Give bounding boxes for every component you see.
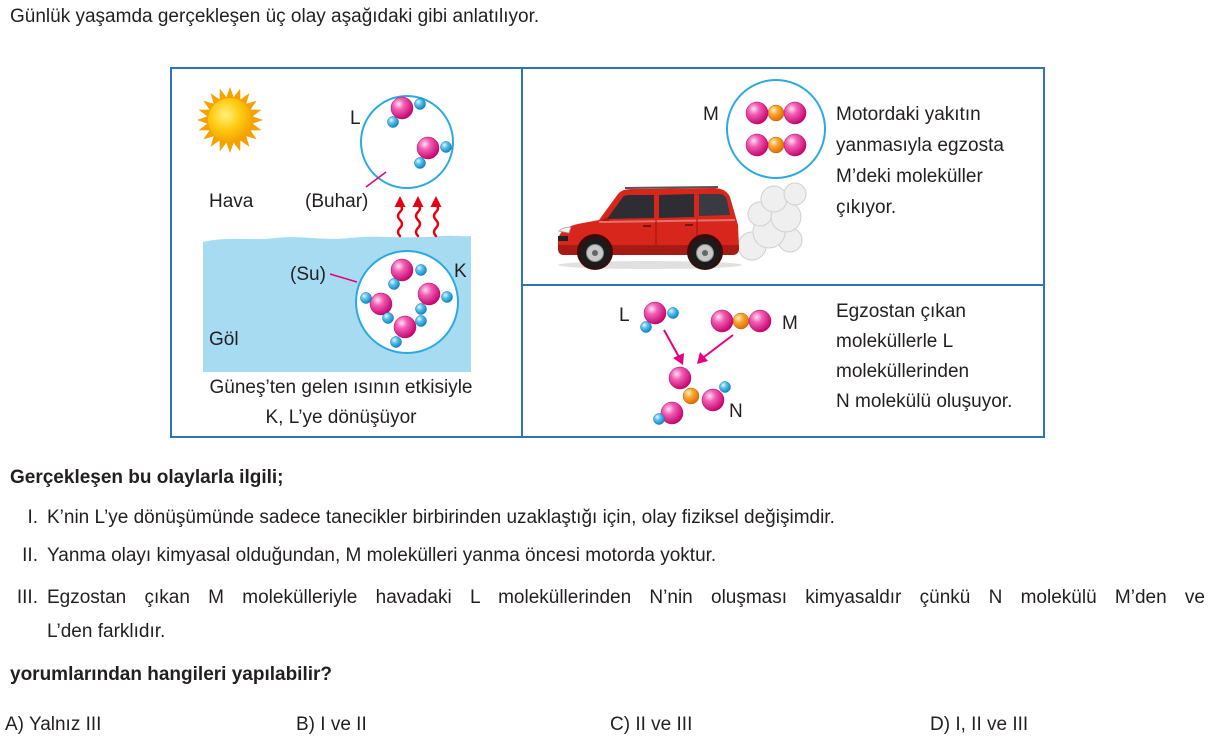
small-atom — [654, 414, 665, 425]
statement-text: K’nin L’ye dönüşümünde sadece tanecikler birbirinden uzaklaştığı için, olay fiziksel değişimdir. — [47, 507, 835, 528]
car-roof-rail — [625, 187, 718, 188]
option-letter: B) — [296, 714, 315, 735]
large-atom — [749, 310, 771, 332]
large-atom — [644, 302, 666, 324]
description-line: Egzostan çıkan — [836, 301, 966, 322]
car-window-middle — [659, 194, 694, 218]
small-atom — [389, 279, 400, 290]
label-N: N — [729, 401, 743, 422]
heat-arrow-head — [431, 196, 442, 207]
label-air: Hava — [209, 191, 254, 212]
small-atom — [415, 99, 426, 110]
sun-core — [208, 98, 252, 142]
label-L: L — [619, 305, 630, 326]
zoom-circle-exhaust — [727, 80, 825, 178]
heat-arrow — [416, 205, 420, 236]
molecule-L — [641, 302, 679, 333]
large-atom — [417, 137, 439, 159]
option-text: II ve III — [635, 714, 693, 735]
heat-arrow-head — [413, 196, 424, 207]
molecule-M — [746, 134, 806, 156]
statement-text: Yanma olayı kimyasal olduğundan, M molekülleri yanma öncesi motorda yoktur. — [47, 545, 717, 566]
caption-line: K, L’ye dönüşüyor — [265, 407, 417, 428]
car-grille — [558, 236, 568, 241]
center-atom — [768, 137, 784, 153]
description-line: N molekülü oluşuyor. — [836, 391, 1013, 412]
description-line: moleküllerinden — [836, 361, 970, 382]
car-headlight — [559, 227, 571, 233]
molecule-N — [654, 367, 731, 425]
molecule-M — [711, 310, 771, 332]
option-a[interactable] — [5, 714, 101, 736]
large-atom — [702, 389, 724, 411]
car-hub — [592, 250, 598, 256]
reaction-arrow — [704, 335, 733, 357]
exhaust-smoke — [738, 183, 806, 260]
heat-arrows — [395, 196, 442, 236]
statement-text: L’den farklıdır. — [47, 621, 166, 642]
small-atom — [441, 142, 452, 153]
option-letter: A) — [5, 714, 24, 735]
small-atom — [415, 158, 426, 169]
reaction-arrow — [664, 330, 679, 357]
option-text: Yalnız III — [28, 714, 102, 735]
small-atom — [720, 382, 731, 393]
small-atom — [391, 337, 402, 348]
small-atom — [442, 292, 453, 303]
heat-arrow — [434, 205, 438, 236]
option-b[interactable] — [296, 714, 367, 736]
large-atom — [746, 134, 768, 156]
center-atom — [683, 388, 699, 404]
large-atom — [418, 283, 440, 305]
large-atom — [391, 97, 413, 119]
heat-arrow — [398, 205, 402, 236]
large-atom — [391, 259, 413, 281]
label-L: L — [350, 108, 361, 129]
intro-text: Günlük yaşamda gerçekleşen üç olay aşağıdaki gibi anlatılıyor. — [10, 6, 540, 27]
small-atom — [388, 117, 399, 128]
option-letter: D) — [930, 714, 951, 735]
center-atom — [768, 105, 784, 121]
option-text: I, II ve III — [955, 714, 1029, 735]
small-atom — [641, 322, 652, 333]
car-door-handle — [685, 224, 693, 226]
sun-icon — [197, 87, 263, 153]
option-text: I ve II — [320, 714, 367, 735]
car-window-rear — [699, 194, 730, 216]
question-lead: Gerçekleşen bu olaylarla ilgili; — [10, 467, 284, 488]
label-water: (Su) — [290, 264, 326, 285]
car-illustration — [558, 187, 742, 270]
small-atom — [383, 313, 394, 324]
car-hub — [702, 250, 708, 256]
molecule-M — [746, 102, 806, 124]
small-atom — [668, 308, 679, 319]
large-atom — [784, 134, 806, 156]
description-line: moleküllerle L — [836, 331, 954, 352]
label-K: K — [454, 261, 467, 282]
question-text: yorumlarından hangileri yapılabilir? — [10, 664, 333, 685]
car-door-handle — [643, 225, 651, 227]
option-d[interactable] — [930, 714, 1028, 736]
statement-numeral: II. — [22, 545, 38, 566]
heat-arrow-head — [395, 196, 406, 207]
statement-numeral: III. — [16, 587, 38, 608]
small-atom — [361, 293, 372, 304]
label-lake: Göl — [209, 329, 239, 350]
reaction-arrow-head — [697, 352, 708, 364]
label-M: M — [782, 313, 798, 334]
large-atom — [669, 367, 691, 389]
label-M: M — [703, 104, 719, 125]
center-atom — [733, 313, 749, 329]
small-atom — [416, 316, 427, 327]
description-line: çıkıyor. — [836, 197, 897, 218]
description-line: M’deki moleküller — [836, 166, 983, 187]
smoke-puff — [761, 186, 787, 212]
description-line: Motordaki yakıtın — [836, 104, 981, 125]
large-atom — [394, 316, 416, 338]
large-atom — [711, 310, 733, 332]
option-c[interactable] — [610, 714, 692, 736]
statement-text: Egzostan çıkan M molekülleriyle havadaki L moleküllerinden N’nin oluşması kimyasaldır çünkü N molekülü M’den ve — [47, 587, 1205, 608]
small-atom — [416, 265, 427, 276]
large-atom — [784, 102, 806, 124]
option-letter: C) — [610, 714, 631, 735]
description-line: yanmasıyla egzosta — [836, 135, 1004, 156]
large-atom — [746, 102, 768, 124]
caption-line: Güneş’ten gelen ısının etkisiyle — [209, 377, 473, 398]
label-vapor: (Buhar) — [305, 191, 369, 212]
large-atom — [370, 293, 392, 315]
statement-numeral: I. — [27, 507, 38, 528]
smoke-puff — [784, 183, 806, 205]
small-atom — [416, 304, 427, 315]
